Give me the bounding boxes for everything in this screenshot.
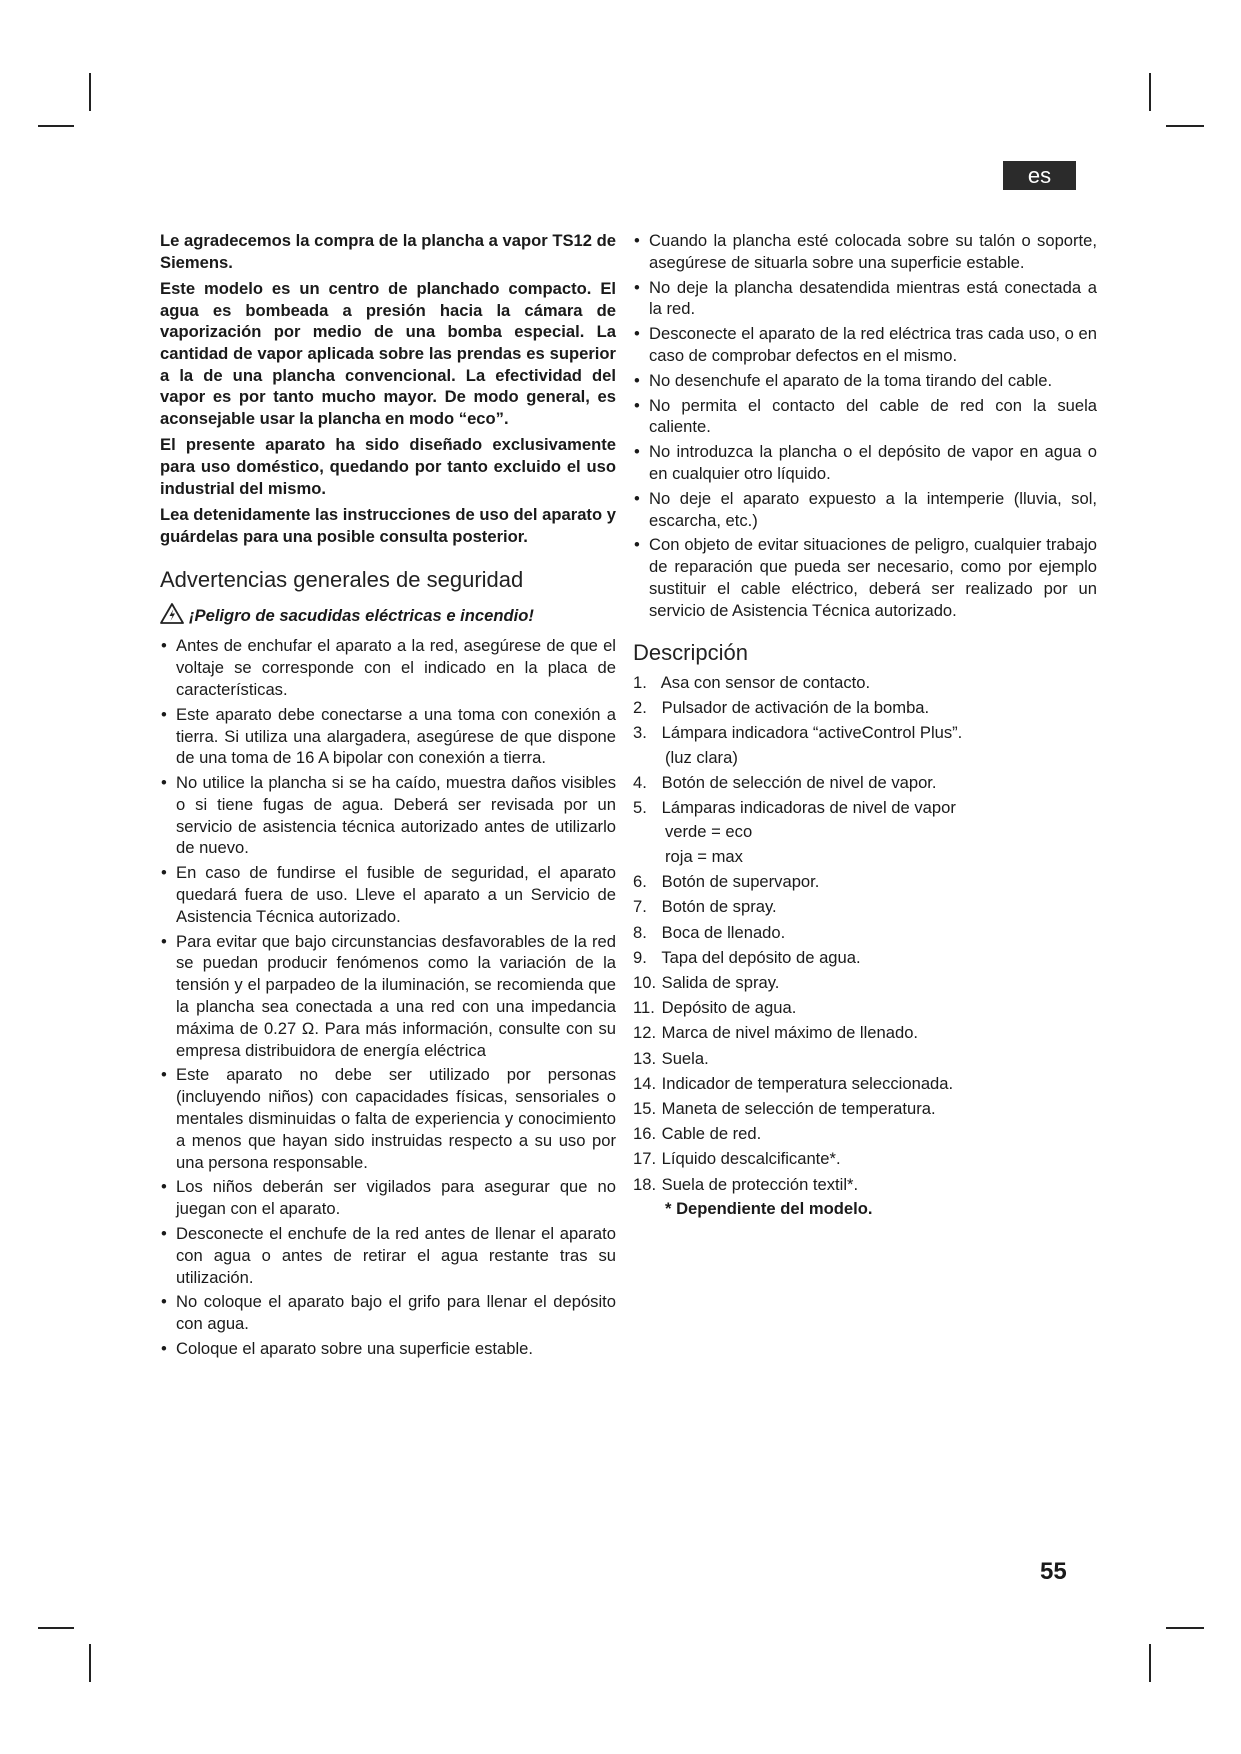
crop-mark	[1166, 1627, 1204, 1629]
list-item: 1. Asa con sensor de contacto.	[633, 672, 871, 692]
list-item: • Antes de enchufar el aparato a la red, asegúrese de que el voltaje se corresponde con el indicado en la placa de características.	[160, 635, 616, 700]
list-item: 4. Botón de selección de nivel de vapor.	[633, 772, 937, 792]
warning-title	[160, 603, 616, 629]
list-item: 9. Tapa del depósito de agua.	[633, 947, 861, 967]
list-item: • Coloque el aparato sobre una superficie estable.	[160, 1338, 616, 1360]
list-item: • No utilice la plancha si se ha caído, muestra daños visibles o si tiene fugas de agua. Deberá ser revisada por un servicio de asistencia técnica autorizado antes de utilizarlo de nuevo.	[160, 772, 616, 859]
list-item: • Cuando la plancha esté colocada sobre su talón o soporte, asegúrese de situarla sobre una superficie estable.	[633, 230, 1097, 274]
model-footnote: * Dependiente del modelo.	[665, 1198, 873, 1218]
warning-triangle-icon	[160, 603, 184, 629]
safety-list	[160, 635, 616, 1360]
list-item: • No desenchufe el aparato de la toma tirando del cable.	[633, 370, 1097, 392]
list-item: • Desconecte el enchufe de la red antes de llenar el aparato con agua o antes de retirar el agua restante tras su utilización.	[160, 1223, 616, 1288]
crop-mark	[89, 73, 91, 111]
list-item: 17. Líquido descalcificante*.	[633, 1149, 841, 1169]
intro-section	[160, 230, 616, 547]
list-subline: verde = eco	[665, 822, 753, 842]
description-list	[633, 672, 1097, 1196]
list-item: • Este aparato debe conectarse a una toma con conexión a tierra. Si utiliza una alargadera, asegúrese de que dispone de una toma de 16 A bipolar con conexión a tierra.	[160, 704, 616, 769]
page-number: 55	[1040, 1558, 1067, 1585]
crop-mark	[89, 1644, 91, 1682]
safety-list-continued	[633, 230, 1097, 622]
right-column	[633, 230, 1097, 1219]
list-item: 18. Suela de protección textil*.	[633, 1174, 859, 1194]
list-item: 3. Lámpara indicadora “activeControl Plus”. (luz clara)	[633, 722, 1097, 768]
language-badge: es	[1003, 161, 1076, 190]
left-column	[160, 230, 616, 1363]
list-item: • No coloque el aparato bajo el grifo para llenar el depósito con agua.	[160, 1291, 616, 1335]
intro-paragraph: Le agradecemos la compra de la plancha a vapor TS12 de Siemens.	[160, 231, 616, 272]
list-item: 2. Pulsador de activación de la bomba.	[633, 697, 930, 717]
crop-mark	[1149, 1644, 1151, 1682]
list-item: 15. Maneta de selección de temperatura.	[633, 1098, 936, 1118]
list-subline: roja = max	[665, 847, 743, 867]
intro-paragraph: Este modelo es un centro de planchado compacto. El agua es bombeada a presión hacia la cámara de vaporización por medio de una bomba especial. La cantidad de vapor aplicada sobre las prendas es superior a la de una plancha convencional. La efectividad del vapor es por tanto mucho mayor. De modo general, es aconsejable usar la plancha en modo “eco”.	[160, 279, 616, 428]
list-subline: (luz clara)	[665, 747, 738, 767]
list-item: 12. Marca de nivel máximo de llenado.	[633, 1023, 919, 1043]
list-item: • No deje la plancha desatendida mientras está conectada a la red.	[633, 277, 1097, 321]
list-item: 10. Salida de spray.	[633, 973, 780, 993]
list-item: 16. Cable de red.	[633, 1124, 762, 1144]
list-item: 7. Botón de spray.	[633, 897, 777, 917]
list-item: • Con objeto de evitar situaciones de peligro, cualquier trabajo de reparación que pueda ser necesario, como por ejemplo sustituir el cable eléctrico, deberá ser realizado por un servicio de Asistencia Técnica autorizado.	[633, 534, 1097, 621]
crop-mark	[1166, 125, 1204, 127]
crop-mark	[1149, 73, 1151, 111]
list-item: • Para evitar que bajo circunstancias desfavorables de la red se puedan producir fenómenos como la variación de la tensión y el parpadeo de la iluminación, se recomienda que la plancha sea conectada a una red con una impedancia máxima de 0.27 Ω. Para más información, consulte con su empresa distribuidora de energía eléctrica	[160, 931, 616, 1062]
list-item: • No permita el contacto del cable de red con la suela caliente.	[633, 395, 1097, 439]
list-item: • No introduzca la plancha o el depósito de vapor en agua o en cualquier otro líquido.	[633, 441, 1097, 485]
list-item: • Los niños deberán ser vigilados para asegurar que no juegan con el aparato.	[160, 1176, 616, 1220]
intro-paragraph: El presente aparato ha sido diseñado exclusivamente para uso doméstico, quedando por tanto excluido el uso industrial del mismo.	[160, 435, 616, 498]
crop-mark	[38, 125, 74, 127]
list-item: 11. Depósito de agua.	[633, 998, 797, 1018]
list-item: 5. Lámparas indicadoras de nivel de vapor verde = eco roja = max	[633, 797, 1097, 868]
list-item: • En caso de fundirse el fusible de seguridad, el aparato quedará fuera de uso. Lleve el aparato a un Servicio de Asistencia Técnica autorizado.	[160, 862, 616, 927]
list-item: • No deje el aparato expuesto a la intemperie (lluvia, sol, escarcha, etc.)	[633, 488, 1097, 532]
warning-title-text: ¡Peligro de sacudidas eléctricas e incendio!	[189, 606, 534, 626]
list-item: 13. Suela.	[633, 1048, 709, 1068]
intro-paragraph: Lea detenidamente las instrucciones de uso del aparato y guárdelas para una posible consulta posterior.	[160, 505, 616, 546]
description-heading: Descripción	[633, 639, 748, 665]
list-item: 6. Botón de supervapor.	[633, 872, 820, 892]
safety-heading: Advertencias generales de seguridad	[160, 567, 524, 593]
list-item: 14. Indicador de temperatura seleccionada.	[633, 1073, 954, 1093]
list-item: • Desconecte el aparato de la red eléctrica tras cada uso, o en caso de comprobar defectos en el mismo.	[633, 323, 1097, 367]
crop-mark	[38, 1627, 74, 1629]
list-item: • Este aparato no debe ser utilizado por personas (incluyendo niños) con capacidades físicas, sensoriales o mentales disminuidas o falta de experiencia y conocimiento a menos que hayan sido instruidas respecto a su uso por una persona responsable.	[160, 1064, 616, 1173]
list-item: 8. Boca de llenado.	[633, 922, 786, 942]
